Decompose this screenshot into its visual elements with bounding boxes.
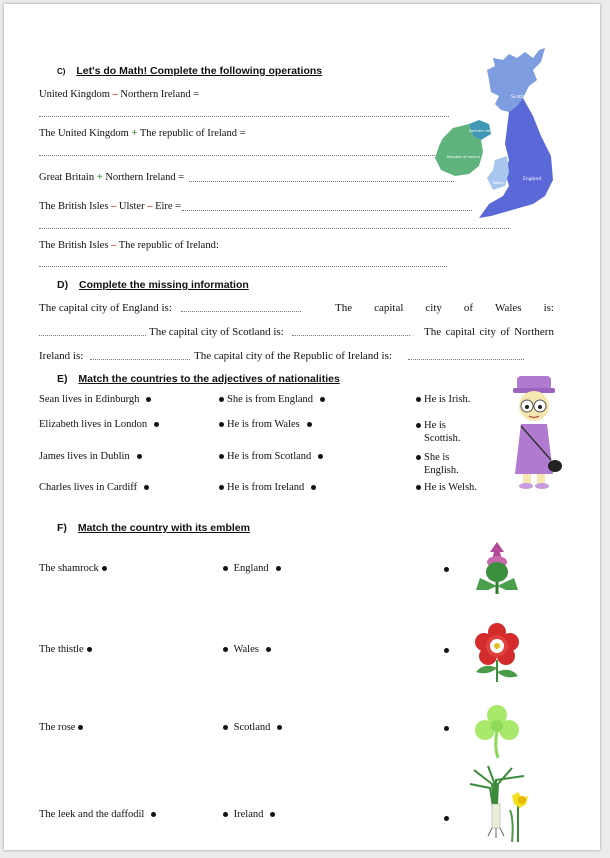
item-label: Sean lives in Edinburgh bbox=[39, 394, 140, 405]
section-e-header bbox=[57, 373, 340, 385]
item-label: The thistle bbox=[39, 644, 84, 655]
map-label: England bbox=[523, 177, 542, 182]
section-c-header bbox=[57, 65, 322, 77]
item-label: English. bbox=[424, 465, 459, 476]
worksheet-page bbox=[4, 4, 600, 850]
shamrock-icon bbox=[472, 702, 522, 760]
answer-line[interactable] bbox=[181, 311, 301, 312]
ni-capital-prompt-end: Ireland is: bbox=[39, 350, 84, 362]
emblem-name-item bbox=[39, 722, 86, 733]
match-dot[interactable] bbox=[320, 397, 325, 402]
match-dot[interactable] bbox=[416, 397, 421, 402]
section-d-header bbox=[57, 279, 249, 291]
map-scotland bbox=[487, 48, 545, 112]
match-dot[interactable] bbox=[416, 485, 421, 490]
person-item bbox=[39, 394, 154, 405]
origin-item bbox=[216, 394, 328, 405]
map-label: Scotland bbox=[511, 95, 531, 100]
plus-sign: + bbox=[131, 128, 138, 139]
scotland-capital-prompt: The capital city of Scotland is: bbox=[149, 326, 284, 338]
england-capital-prompt: The capital city of England is: bbox=[39, 302, 172, 314]
item-label: Elizabeth lives in London bbox=[39, 419, 148, 430]
match-dot[interactable] bbox=[146, 397, 151, 402]
match-dot[interactable] bbox=[137, 454, 142, 459]
section-letter: C) bbox=[57, 67, 66, 76]
match-dot[interactable] bbox=[444, 648, 449, 653]
leek-and-daffodil-icon bbox=[466, 764, 546, 844]
person-item bbox=[39, 482, 152, 493]
math-op-3 bbox=[39, 172, 184, 183]
item-label: Scottish. bbox=[424, 433, 461, 444]
queen-illustration bbox=[507, 374, 565, 492]
op-term: Great Britain bbox=[39, 172, 95, 183]
prompt-word: capital bbox=[445, 326, 475, 338]
match-dot[interactable] bbox=[307, 422, 312, 427]
prompt-word: city bbox=[425, 302, 442, 314]
match-dot[interactable] bbox=[444, 726, 449, 731]
match-dot[interactable] bbox=[223, 566, 228, 571]
emblem-name-item bbox=[39, 644, 95, 655]
section-f-header bbox=[57, 522, 250, 534]
plus-sign: + bbox=[96, 172, 103, 183]
prompt-word: of bbox=[463, 302, 474, 314]
item-label: He is from Ireland bbox=[227, 482, 305, 493]
emblem-country-item bbox=[220, 644, 274, 655]
map-label: Northern Ireland bbox=[469, 129, 498, 133]
answer-line[interactable] bbox=[292, 335, 410, 336]
match-dot[interactable] bbox=[444, 567, 449, 572]
op-term: Northern Ireland = bbox=[105, 172, 185, 183]
item-label: He is bbox=[424, 420, 446, 431]
match-dot[interactable] bbox=[223, 812, 228, 817]
prompt-word: is: bbox=[543, 302, 554, 314]
ni-capital-prompt bbox=[424, 326, 554, 338]
op-term: United Kingdom bbox=[39, 89, 110, 100]
british-isles-map bbox=[429, 40, 559, 232]
op-term: The British Isles bbox=[39, 201, 109, 212]
section-title: Match the countries to the adjectives of nationalities bbox=[78, 373, 340, 385]
origin-item bbox=[216, 451, 326, 462]
prompt-word: Wales bbox=[494, 302, 522, 314]
op-term: The republic of Ireland = bbox=[139, 128, 246, 139]
match-dot[interactable] bbox=[311, 485, 316, 490]
prompt-word: city bbox=[479, 326, 496, 338]
rose-icon bbox=[470, 622, 524, 684]
match-dot[interactable] bbox=[318, 454, 323, 459]
emblem-country-item bbox=[220, 809, 278, 820]
origin-item bbox=[216, 419, 315, 430]
match-dot[interactable] bbox=[219, 454, 224, 459]
match-dot[interactable] bbox=[78, 725, 83, 730]
item-label: England bbox=[233, 563, 269, 574]
math-op-1 bbox=[39, 89, 199, 100]
answer-line[interactable] bbox=[39, 116, 449, 117]
answer-line[interactable] bbox=[189, 181, 454, 182]
nationality-item bbox=[413, 394, 470, 405]
minus-sign: – bbox=[147, 201, 153, 212]
emblem-country-item bbox=[220, 563, 284, 574]
answer-line[interactable] bbox=[408, 359, 524, 360]
section-title: Complete the missing information bbox=[79, 279, 249, 291]
person-item bbox=[39, 451, 145, 462]
wales-capital-prompt bbox=[335, 302, 554, 314]
answer-line[interactable] bbox=[90, 359, 190, 360]
op-term: Ulster bbox=[118, 201, 145, 212]
item-label: He is Welsh. bbox=[424, 482, 477, 493]
minus-sign: – bbox=[111, 240, 117, 251]
roi-capital-prompt: The capital city of the Republic of Ireland is: bbox=[194, 350, 392, 362]
match-dot[interactable] bbox=[219, 422, 224, 427]
op-term: Eire = bbox=[155, 201, 182, 212]
prompt-word: of bbox=[500, 326, 510, 338]
item-label: He is from Scotland bbox=[227, 451, 312, 462]
item-label: She is from England bbox=[227, 394, 314, 405]
person-item bbox=[39, 419, 162, 430]
minus-sign: – bbox=[112, 89, 118, 100]
minus-sign: – bbox=[111, 201, 117, 212]
match-dot[interactable] bbox=[102, 566, 107, 571]
match-dot[interactable] bbox=[219, 485, 224, 490]
item-label: She is bbox=[424, 452, 450, 463]
match-dot[interactable] bbox=[151, 812, 156, 817]
item-label: The shamrock bbox=[39, 563, 99, 574]
match-dot[interactable] bbox=[266, 647, 271, 652]
item-label: Wales bbox=[233, 644, 259, 655]
prompt-word: The bbox=[335, 302, 353, 314]
section-letter: E) bbox=[57, 373, 68, 385]
section-title: Match the country with its emblem bbox=[77, 522, 250, 534]
match-dot[interactable] bbox=[270, 812, 275, 817]
match-dot[interactable] bbox=[276, 566, 281, 571]
op-term: The United Kingdom bbox=[39, 128, 129, 139]
item-label: The leek and the daffodil bbox=[39, 809, 145, 820]
item-label: Scotland bbox=[233, 722, 271, 733]
match-dot[interactable] bbox=[144, 485, 149, 490]
op-term: The republic of Ireland: bbox=[118, 240, 219, 251]
thistle-icon bbox=[470, 538, 524, 596]
op-term: The British Isles bbox=[39, 240, 109, 251]
emblem-name-item bbox=[39, 809, 159, 820]
match-dot[interactable] bbox=[416, 423, 421, 428]
item-label: He is from Wales bbox=[227, 419, 300, 430]
match-dot[interactable] bbox=[154, 422, 159, 427]
op-term: Northern Ireland = bbox=[120, 89, 200, 100]
match-dot[interactable] bbox=[444, 816, 449, 821]
match-dot[interactable] bbox=[219, 397, 224, 402]
nationality-item bbox=[413, 482, 477, 493]
item-label: He is Irish. bbox=[424, 394, 471, 405]
nationality-item bbox=[413, 419, 460, 445]
math-op-2 bbox=[39, 128, 246, 139]
item-label: Ireland bbox=[233, 809, 264, 820]
item-label: Charles lives in Cardiff bbox=[39, 482, 138, 493]
answer-line[interactable] bbox=[39, 335, 146, 336]
answer-line[interactable] bbox=[39, 266, 447, 267]
item-label: James lives in Dublin bbox=[39, 451, 130, 462]
map-label: Republic of Ireland bbox=[447, 155, 480, 159]
math-op-5 bbox=[39, 240, 219, 251]
match-dot[interactable] bbox=[277, 725, 282, 730]
match-dot[interactable] bbox=[416, 455, 421, 460]
map-label: Wales bbox=[493, 181, 504, 185]
section-title: Let's do Math! Complete the following operations bbox=[76, 65, 323, 77]
answer-line[interactable] bbox=[39, 155, 449, 156]
prompt-word: The bbox=[424, 326, 442, 338]
nationality-item bbox=[413, 451, 459, 477]
section-letter: F) bbox=[57, 522, 67, 534]
item-label: The rose bbox=[39, 722, 76, 733]
map-england bbox=[479, 98, 553, 218]
emblem-name-item bbox=[39, 563, 110, 574]
prompt-word: Northern bbox=[514, 326, 554, 338]
match-dot[interactable] bbox=[87, 647, 92, 652]
math-op-4 bbox=[39, 201, 181, 212]
section-letter: D) bbox=[57, 279, 69, 291]
prompt-word: capital bbox=[374, 302, 404, 314]
origin-item bbox=[216, 482, 319, 493]
match-dot[interactable] bbox=[223, 647, 228, 652]
emblem-country-item bbox=[220, 722, 285, 733]
match-dot[interactable] bbox=[223, 725, 228, 730]
